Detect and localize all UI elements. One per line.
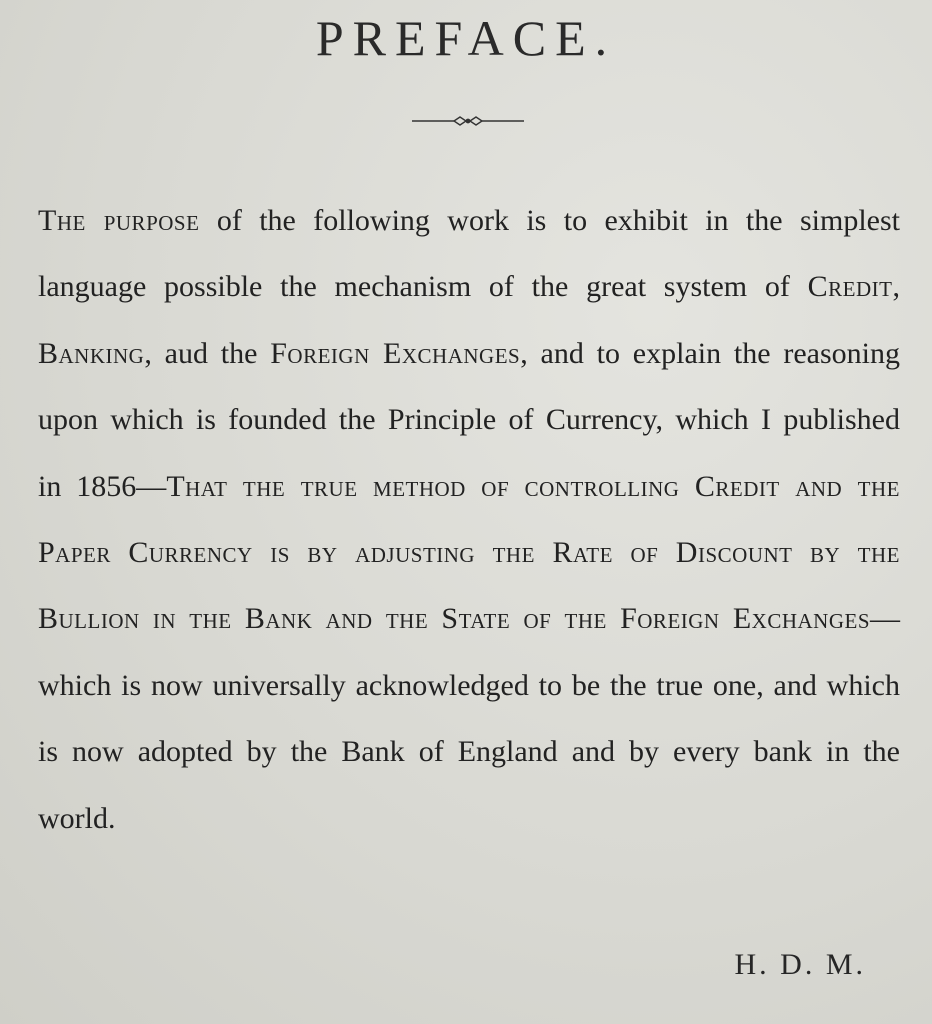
preface-paragraph bbox=[38, 188, 900, 852]
term-credit: Credit bbox=[807, 270, 893, 304]
paragraph-text-part1: of the following work is to exhibit in the simplest language possible the mechanism of the great system of bbox=[38, 204, 900, 304]
divider-ornament-icon bbox=[410, 112, 526, 130]
separator-1: , bbox=[892, 270, 900, 304]
lead-in-words: The purpose bbox=[38, 204, 200, 237]
author-initials: H. D. M. bbox=[734, 948, 866, 981]
term-foreign-exchanges: Foreign Exchanges bbox=[270, 336, 521, 370]
currency-principle-statement: That the true method of controlling Credit and the Paper Currency is by adjusting the Rate of Discount by the Bullion in the Bank and the State of the Foreign Exchanges bbox=[38, 469, 900, 636]
page-title: PREFACE. bbox=[315, 10, 617, 66]
paragraph-text-part2: , and to explain the reasoning upon which is founded the Principle of Currency, which I published in 1856— bbox=[38, 336, 900, 503]
paragraph-text-part3: —which is now universally acknowledged to be the true one, and which is now adopted by the Bank of England and by every bank in the world. bbox=[38, 602, 900, 835]
separator-2: , aud the bbox=[144, 336, 271, 370]
term-banking: Banking bbox=[38, 336, 145, 370]
